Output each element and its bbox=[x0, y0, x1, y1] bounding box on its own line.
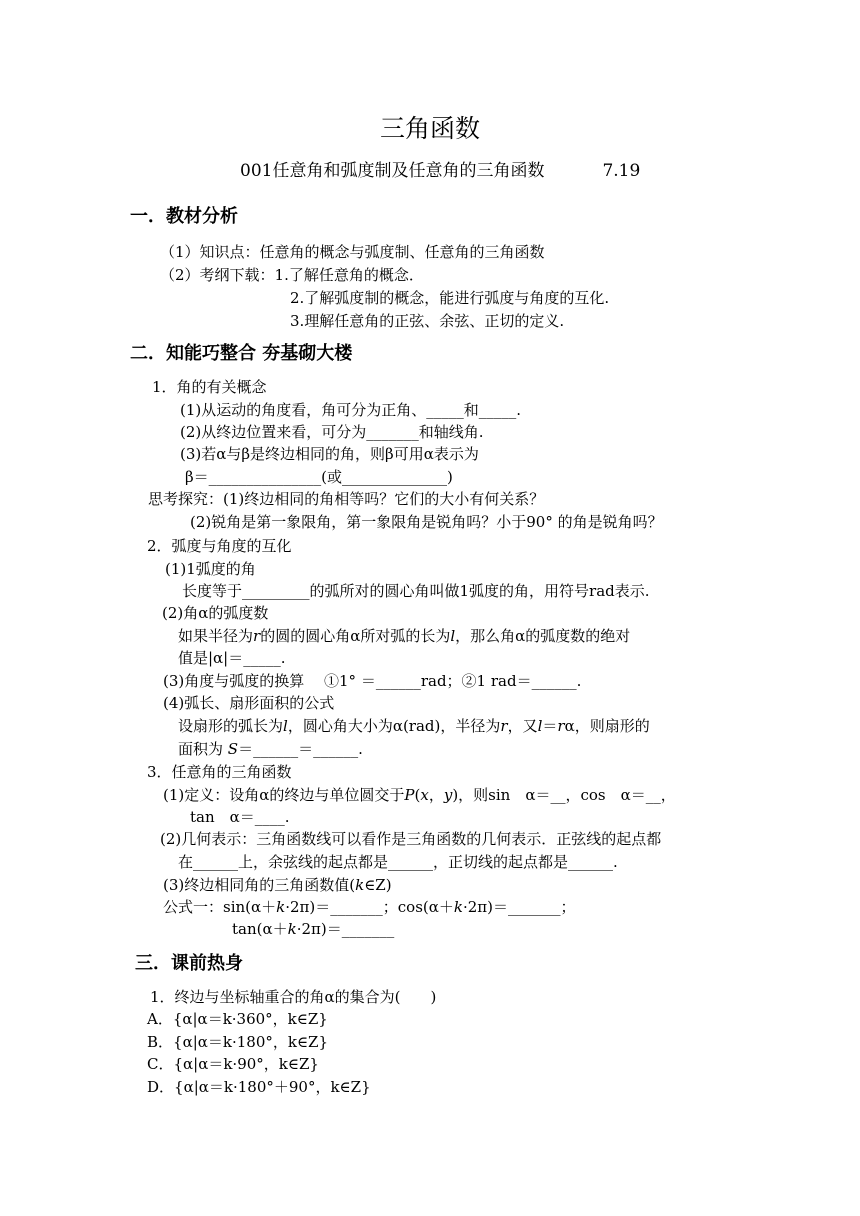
s3-question-1: 1．终边与坐标轴重合的角α的集合为( ) bbox=[150, 988, 437, 1006]
s2-p3-d2: tan(α＋k·2π)＝_______ bbox=[232, 920, 395, 938]
s2-p2-d3: 面积为 S＝______＝______. bbox=[178, 740, 363, 758]
s1-line-2: （2）考纲下载：1.了解任意角的概念． bbox=[160, 266, 424, 284]
s3-option-d: D．{α|α＝k·180°＋90°，k∈Z} bbox=[147, 1078, 371, 1096]
s2-p3-a2: tan α＝____. bbox=[190, 808, 290, 826]
section-1-heading: 一．教材分析 bbox=[130, 206, 238, 227]
s2-p3-title: 3．任意角的三角函数 bbox=[147, 763, 292, 781]
s2-p3-a1: (1)定义：设角α的终边与单位圆交于P(x，y)，则sin α＝__，cos α＝__， bbox=[163, 786, 676, 804]
s1-line-3: 2.了解弧度制的概念，能进行弧度与角度的互化. bbox=[290, 289, 610, 307]
s2-p1-b: (2)从终边位置来看，可分为_______和轴线角. bbox=[180, 423, 484, 441]
s3-option-c: C．{α|α＝k·90°，k∈Z} bbox=[147, 1055, 319, 1073]
s1-line-1: （1）知识点：任意角的概念与弧度制、任意角的三角函数 bbox=[160, 243, 545, 261]
s2-p2-d1: (4)弧长、扇形面积的公式 bbox=[163, 694, 335, 712]
s2-p3-b2: 在______上，余弦线的起点都是______，正切线的起点都是______. bbox=[178, 853, 618, 871]
s2-p2-title: 2．弧度与角度的互化 bbox=[147, 537, 292, 555]
s1-line-4: 3.理解任意角的正弦、余弦、正切的定义. bbox=[290, 312, 565, 330]
s2-think-b: (2)锐角是第一象限角，第一象限角是锐角吗？小于90° 的角是锐角吗？ bbox=[190, 513, 663, 531]
s2-p2-a2: 长度等于_________的弧所对的圆心角叫做1弧度的角，用符号rad表示. bbox=[182, 582, 650, 600]
section-2-heading: 二．知能巧整合 夯基砌大楼 bbox=[130, 343, 353, 364]
lesson-date: 7.19 bbox=[602, 161, 641, 181]
s2-p1-d: β＝_______________(或______________) bbox=[185, 468, 453, 486]
lesson-title: 001任意角和弧度制及任意角的三角函数 bbox=[240, 161, 545, 181]
s2-p1-title: 1．角的有关概念 bbox=[152, 378, 267, 396]
s2-p2-d2: 设扇形的弧长为l，圆心角大小为α(rad)，半径为r，又l＝rα，则扇形的 bbox=[178, 717, 650, 735]
s2-p2-b2: 如果半径为r的圆的圆心角α所对弧的长为l，那么角α的弧度数的绝对 bbox=[178, 627, 631, 645]
s2-think-a: 思考探究：(1)终边相同的角相等吗？它们的大小有何关系？ bbox=[148, 490, 545, 508]
s2-p1-c: (3)若α与β是终边相同的角，则β可用α表示为 bbox=[180, 445, 479, 463]
section-3-heading: 三．课前热身 bbox=[135, 953, 243, 974]
s2-p2-a1: (1)1弧度的角 bbox=[165, 560, 256, 578]
s2-p1-a: (1)从运动的角度看，角可分为正角、_____和_____. bbox=[180, 401, 522, 419]
doc-title: 三角函数 bbox=[379, 114, 480, 143]
s2-p2-c: (3)角度与弧度的换算 ①1° ＝______rad；②1 rad＝______. bbox=[163, 672, 582, 690]
s2-p3-c: (3)终边相同角的三角函数值(k∈Z) bbox=[163, 876, 392, 894]
s3-option-b: B．{α|α＝k·180°，k∈Z} bbox=[147, 1033, 329, 1051]
s2-p2-b3: 值是|α|＝_____. bbox=[178, 649, 286, 667]
s2-p2-b1: (2)角α的弧度数 bbox=[162, 604, 269, 622]
s3-option-a: A．{α|α＝k·360°，k∈Z} bbox=[147, 1010, 328, 1028]
s2-p3-d1: 公式一：sin(α＋k·2π)＝_______；cos(α＋k·2π)＝_______； bbox=[163, 898, 576, 916]
s2-p3-b1: (2)几何表示：三角函数线可以看作是三角函数的几何表示．正弦线的起点都 bbox=[160, 830, 662, 848]
doc-subtitle bbox=[240, 160, 640, 182]
